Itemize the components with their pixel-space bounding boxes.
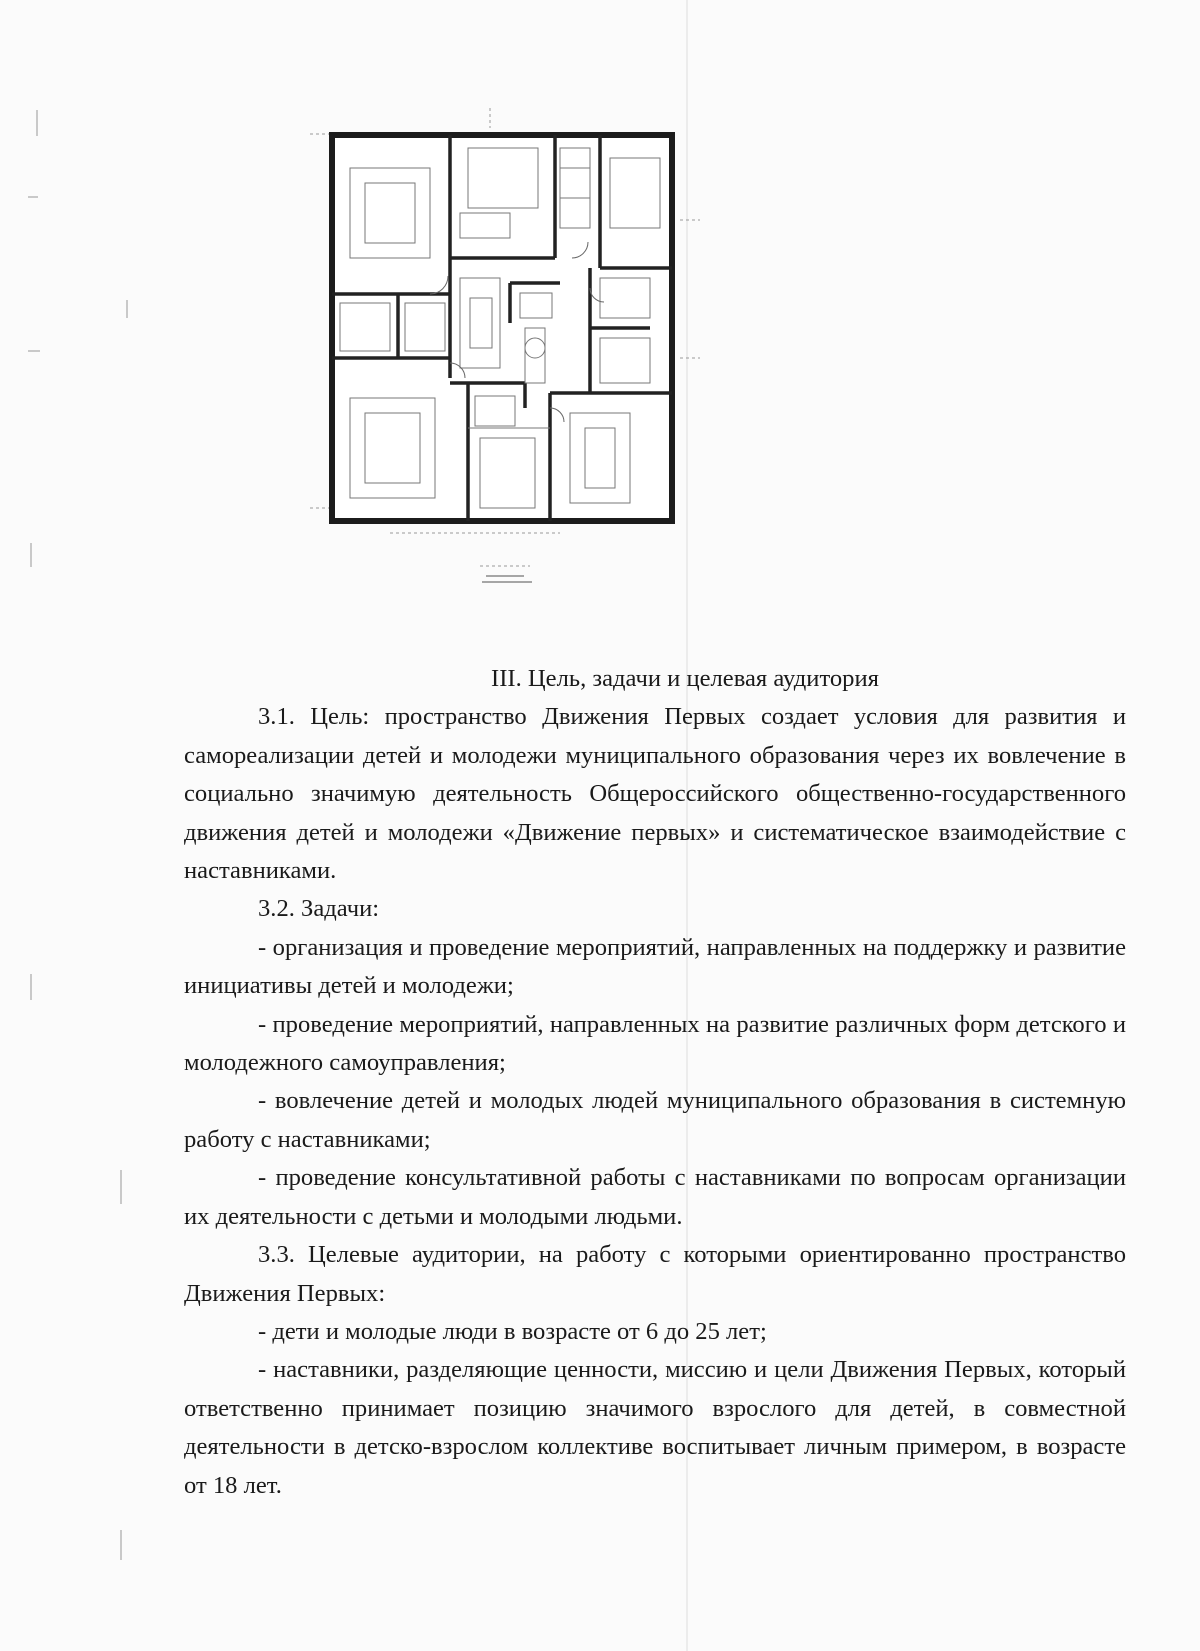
scan-speck [126,300,128,318]
scan-speck [28,350,40,352]
scan-speck [120,1530,122,1560]
scan-speck [30,974,32,1000]
floor-plan-image [310,108,700,608]
task-item: - проведение консультативной работы с наставниками по вопросам организации их деятельности с детьми и молодыми людьми. [184,1164,1126,1230]
goal-paragraph: 3.1. Цель: пространство Движения Первых создает условия для развития и самореализации детей и молодежи муниципального образования через их вовлечение в социально значимую деятельность Общероссийского общественно-государственного движения детей и молодежи «Движение первых» и систематическое взаимодействие с наставниками. [184,703,1126,885]
task-item: - проведение мероприятий, направленных на развитие различных форм детского и молодежного самоуправления; [184,1010,1126,1077]
scan-speck [28,196,38,198]
task-item: - организация и проведение мероприятий, направленных на поддержку и развитие инициативы детей и молодежи; [184,933,1126,1000]
scan-speck [36,110,38,136]
tasks-label: 3.2. Задачи: [258,895,380,923]
audience-label: 3.3. Целевые аудитории, на работу с которыми ориентированно пространство Движения Первых: [184,1241,1126,1307]
audience-item: - наставники, разделяющие ценности, миссию и цели Движения Первых, который ответственно принимает позицию значимого взрослого для детей, в совместной деятельности в детско-взрослом коллективе воспитывает личным примером, в возрасте от 18 лет. [184,1356,1126,1499]
task-item: - вовлечение детей и молодых людей муниципального образования в системную работу с наставниками; [184,1087,1126,1153]
scan-speck [30,543,32,567]
scan-speck [120,1170,122,1204]
audience-item: - дети и молодые люди в возрасте от 6 до 25 лет; [258,1317,767,1345]
section-heading: III. Цель, задачи и целевая аудитория [491,665,879,692]
document-body [184,660,1126,1505]
